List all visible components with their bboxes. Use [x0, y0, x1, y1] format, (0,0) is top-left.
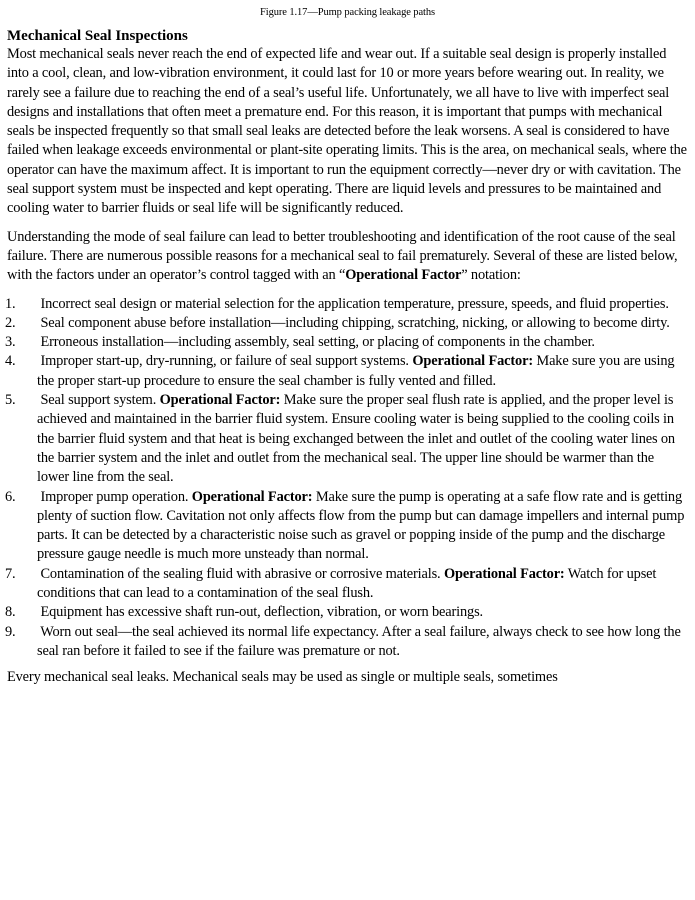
paragraph-intro: Most mechanical seals never reach the end of expected life and wear out. If a suitable seal design is properly installed into a cool, clean, and low-vibration environment, it could last for 10 or more years before wearing out. In reality, we rarely see a failure due to reaching the end of a seal’s useful life. Unfortunately, we all have to live with imperfect seal designs and installations that often meet a premature end. For this reason, it is important that pumps with mechanical seals be inspected frequently so that small seal leaks are detected before the leak worsens. A seal is considered to have failed when leakage exceeds environmental or plant-site operating limits. This is the area, on mechanical seals, where the operator can have the maximum affect. It is important to run the equipment correctly—never dry or with cavitation. The seal support system must be inspected and kept operating. There are liquid levels and pressures to be maintained and cooling water to barrier fluids or seal life will be significantly reduced. [7, 46, 687, 217]
list-item-number: 9. [5, 623, 16, 640]
paragraph-closing: Every mechanical seal leaks. Mechanical seals may be used as single or multiple seals, sometimes [7, 669, 558, 686]
list-item [7, 295, 688, 314]
paragraph-failure-modes-tail: ” notation: [461, 267, 521, 284]
list-item-number: 1. [5, 295, 16, 312]
list-item-text: Erroneous installation—including assembly, seal setting, or placing of components in the chamber. [40, 334, 595, 351]
operational-factor-notation: Operational Factor [345, 267, 462, 284]
list-item-text: Improper start-up, dry-running, or failure of seal support systems. [40, 353, 409, 370]
list-item-number: 5. [5, 392, 16, 409]
operational-factor-tag: Operational Factor: [443, 565, 565, 582]
list-item [7, 623, 688, 662]
list-item-number: 3. [5, 334, 16, 351]
list-item-text: Seal component abuse before installation—including chipping, scratching, nicking, or allowing to become dirty. [40, 314, 670, 331]
list-item-text: Worn out seal—the seal achieved its normal life expectancy. After a seal failure, always check to see how long the seal ran before it failed to see if the failure was premature or not. [37, 623, 681, 659]
list-item [7, 391, 688, 487]
list-item [7, 565, 688, 604]
list-item [7, 314, 688, 333]
section-heading: Mechanical Seal Inspections [7, 28, 188, 44]
list-item-text: Equipment has excessive shaft run-out, deflection, vibration, or worn bearings. [40, 604, 483, 621]
operational-factor-tag: Operational Factor: [191, 488, 313, 505]
list-item [7, 603, 688, 622]
figure-caption: Figure 1.17—Pump packing leakage paths [260, 7, 435, 18]
paragraph-failure-modes [7, 228, 688, 286]
list-item-detail: Make sure the pump is operating at a safe flow rate and is getting plenty of suction flow. Cavitation not only affects flow from the pump but can damage impellers and internal pump parts. It can be detected by a characteristic noise such as gravel or popping inside of the pump and the discharge pressure gauge needle is much more unsteady than normal. [37, 488, 685, 563]
list-item [7, 333, 688, 352]
list-item [7, 352, 688, 391]
list-item-detail: Make sure the proper seal flush rate is applied, and the proper level is achieved and maintained in the barrier fluid system. Ensure cooling water is being supplied to the cooling coils in the barrier fluid system and that heat is being exchanged between the inlet and outlet of the cooling water lines on the barrier system and the inlet and outlet from the mechanical seal. The upper line should be warmer than the lower line from the seal. [37, 392, 675, 486]
list-item [7, 488, 688, 565]
list-item-number: 7. [5, 565, 16, 582]
list-item-number: 4. [5, 353, 16, 370]
list-item-text: Incorrect seal design or material selection for the application temperature, pressure, speeds, and fluid properties. [40, 295, 669, 312]
list-item-number: 8. [5, 604, 16, 621]
operational-factor-tag: Operational Factor: [412, 353, 533, 370]
list-item-text: Contamination of the sealing fluid with abrasive or corrosive materials. [40, 565, 441, 582]
list-item-number: 6. [5, 488, 16, 505]
list-item-text: Improper pump operation. [40, 488, 189, 505]
operational-factor-tag: Operational Factor: [159, 392, 281, 409]
list-item-number: 2. [5, 314, 16, 331]
paragraph-failure-modes-text: Understanding the mode of seal failure can lead to better troubleshooting and identification of the root cause of the seal failure. There are numerous possible reasons for a mechanical seal to fail prematurely. Several of these are listed below, with the factors under an operator’s control tagged with an “ [7, 228, 678, 284]
failure-reasons-list [7, 295, 688, 662]
list-item-text: Seal support system. [40, 392, 157, 409]
list-item-detail: Make sure you are using the proper start-up procedure to ensure the seal chamber is fully vented and filled. [37, 353, 675, 389]
list-item-detail: Watch for upset conditions that can lead to a contamination of the seal flush. [37, 565, 657, 602]
